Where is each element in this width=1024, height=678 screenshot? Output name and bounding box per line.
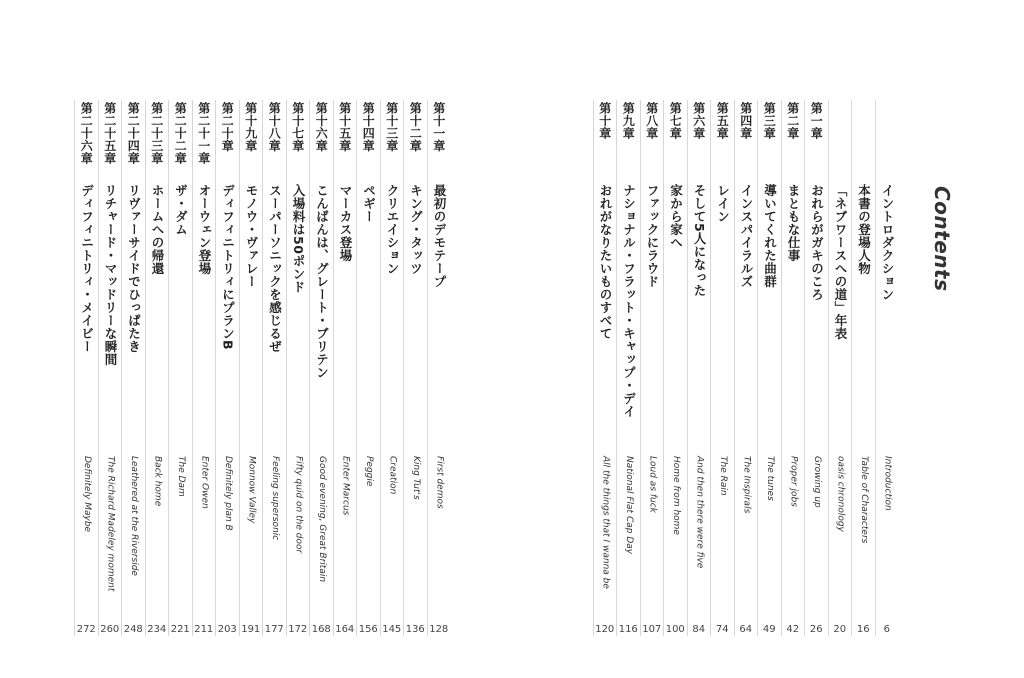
chapter-number: 第十四章: [361, 102, 376, 152]
chapter-number: 第八章: [644, 102, 659, 140]
toc-entry: [593, 100, 617, 636]
chapter-title-ja: ナショナル・フラット・キャップ・デイ: [621, 184, 637, 418]
chapter-title-en: Monnow Valley: [246, 456, 257, 524]
chapter-title-ja: イントロダクション: [880, 184, 895, 301]
page-number: 64: [739, 624, 753, 635]
chapter-title-en: Leathered at the Riverside: [128, 456, 139, 576]
chapter-title-en: The Inspirals: [741, 456, 752, 514]
chapter-title-en: All the things that I wanna be: [600, 456, 611, 589]
page-number: 191: [241, 624, 261, 635]
chapter-number: 第二十一章: [196, 102, 211, 165]
chapter-number: 第三章: [762, 102, 777, 140]
chapter-number: 第二十二章: [173, 102, 188, 165]
toc-entry: [168, 100, 192, 636]
chapter-number: 第九章: [621, 102, 636, 140]
chapter-title-en: Table of Characters: [858, 456, 869, 544]
chapter-title-ja: スーパーソニックを感じるぜ: [267, 184, 283, 353]
toc-entry: [781, 100, 805, 636]
chapter-number: 第十三章: [384, 102, 399, 152]
chapter-title-en: Growing up: [811, 456, 822, 508]
toc-entry: [427, 100, 451, 636]
chapter-title-en: Creation: [387, 456, 398, 495]
page-number: 20: [833, 624, 847, 635]
chapter-number: 第二十三章: [149, 102, 164, 165]
chapter-title-ja: 導いてくれた曲群: [762, 184, 778, 288]
chapter-title-ja: おれがなりたいものすべて: [598, 184, 613, 340]
chapter-title-ja: ファックにラウド: [645, 184, 660, 288]
toc-entry: [403, 100, 427, 636]
chapter-title-en: Good evening, Great Britain: [316, 456, 327, 583]
chapter-title-en: Back home: [152, 456, 163, 507]
chapter-number: 第四章: [738, 102, 753, 140]
page-number: 26: [809, 624, 823, 635]
chapter-title-ja: リチャード・マッドリーな瞬間: [103, 184, 118, 366]
page-number: 211: [194, 624, 214, 635]
chapter-number: 第十五章: [337, 102, 352, 152]
chapter-number: 第十二章: [408, 102, 423, 152]
chapter-title-en: Definitely plan B: [222, 456, 233, 531]
chapter-title-ja: クリエイション: [385, 184, 400, 275]
page-number: 145: [382, 624, 402, 635]
chapter-title-en: oasis chronology: [835, 456, 846, 532]
chapter-title-ja: ペギー: [361, 184, 377, 223]
page-number: 6: [883, 624, 890, 635]
chapter-title-en: And then there were five: [694, 456, 705, 569]
chapter-title-ja: インスパイラルズ: [739, 184, 754, 288]
chapter-title-ja: こんばんは、グレート・ブリテン: [314, 184, 330, 379]
chapter-title-ja: ホームへの帰還: [150, 184, 165, 275]
toc-list-right: [593, 100, 899, 636]
chapter-title-ja: 「ネブワースへの道」年表: [833, 184, 848, 340]
toc-entry: [356, 100, 380, 636]
page-number: 16: [856, 624, 870, 635]
toc-entry: [804, 100, 828, 636]
page-number: 136: [405, 624, 425, 635]
page-number: 120: [595, 624, 615, 635]
page-number: 272: [76, 624, 96, 635]
toc-entry: [663, 100, 687, 636]
chapter-title-en: Peggie: [363, 456, 374, 487]
chapter-title-en: The Richard Madeley moment: [105, 456, 116, 592]
chapter-number: 第二十五章: [102, 102, 117, 165]
chapter-number: 第十七章: [290, 102, 305, 152]
chapter-number: 第二十六章: [79, 102, 94, 165]
chapter-title-ja: そして5人になった: [692, 184, 707, 298]
toc-entry: [734, 100, 758, 636]
chapter-title-ja: まともな仕事: [786, 184, 801, 262]
toc-entry: [98, 100, 122, 636]
chapter-title-en: National Flat Cap Day: [623, 456, 634, 555]
chapter-title-en: Definitely Maybe: [81, 456, 92, 533]
toc-entry: [239, 100, 263, 636]
chapter-title-en: The tunes: [764, 456, 775, 501]
page-number: 164: [335, 624, 355, 635]
contents-title: Contents: [930, 186, 954, 292]
toc-entry: [74, 100, 98, 636]
page-number: 84: [692, 624, 706, 635]
chapter-number: 第十六章: [314, 102, 329, 152]
toc-entry: [851, 100, 875, 636]
page-number: 156: [358, 624, 378, 635]
chapter-title-ja: 入場料は50ポンド: [291, 184, 306, 294]
toc-entry: [640, 100, 664, 636]
chapter-title-ja: モノウ・ヴァレー: [244, 184, 259, 288]
chapter-title-en: Proper jobs: [788, 456, 799, 507]
chapter-number: 第十八章: [267, 102, 282, 152]
chapter-title-en: Loud as fuck: [647, 456, 658, 513]
right-page: [512, 0, 1024, 678]
toc-entry: [757, 100, 781, 636]
chapter-title-en: Home from home: [670, 456, 681, 535]
page-number: 74: [715, 624, 729, 635]
page-number: 221: [170, 624, 190, 635]
chapter-title-en: The Rain: [717, 456, 728, 496]
chapter-title-en: King Tut's: [410, 456, 421, 500]
page-number: 116: [618, 624, 638, 635]
toc-entry: [309, 100, 333, 636]
toc-entry: [286, 100, 310, 636]
page-number: 177: [264, 624, 284, 635]
chapter-title-en: The Dam: [175, 456, 186, 497]
toc-entry: [192, 100, 216, 636]
chapter-number: 第二章: [785, 102, 800, 140]
page-number: 248: [123, 624, 143, 635]
toc-entry: [710, 100, 734, 636]
chapter-title-en: First demos: [434, 456, 445, 509]
toc-entry: [687, 100, 711, 636]
chapter-title-ja: オーウェン登場: [197, 184, 212, 275]
chapter-number: 第十章: [597, 102, 612, 140]
toc-entry: [262, 100, 286, 636]
toc-list-left: [74, 100, 450, 636]
page-number: 172: [288, 624, 308, 635]
chapter-title-ja: ザ・ダム: [173, 184, 189, 236]
chapter-title-ja: ディフィニトリィ・メイビー: [79, 184, 95, 353]
toc-entry: [333, 100, 357, 636]
chapter-number: 第五章: [715, 102, 730, 140]
chapter-number: 第二十章: [220, 102, 235, 152]
chapter-number: 第一章: [809, 102, 824, 140]
chapter-title-ja: レイン: [715, 184, 731, 223]
page-number: 128: [429, 624, 449, 635]
chapter-number: 第二十四章: [126, 102, 141, 165]
page-number: 100: [665, 624, 685, 635]
toc-entry: [875, 100, 899, 636]
page-number: 203: [217, 624, 237, 635]
toc-entry: [121, 100, 145, 636]
toc-entry: [380, 100, 404, 636]
chapter-title-ja: キング・タッツ: [408, 184, 424, 275]
chapter-title-en: Introduction: [882, 456, 893, 511]
page-number: 49: [762, 624, 776, 635]
chapter-number: 第七章: [668, 102, 683, 140]
toc-entry: [215, 100, 239, 636]
page-number: 168: [311, 624, 331, 635]
chapter-title-ja: マーカス登場: [338, 184, 353, 262]
chapter-title-ja: 最初のデモテープ: [432, 184, 447, 288]
toc-entry: [145, 100, 169, 636]
chapter-title-ja: ディフィニトリィにプランB: [220, 184, 236, 351]
chapter-title-ja: おれらがガキのころ: [809, 184, 825, 301]
toc-entry: [616, 100, 640, 636]
page-number: 260: [100, 624, 120, 635]
chapter-title-ja: 本書の登場人物: [856, 184, 872, 275]
chapter-title-ja: 家から家へ: [668, 184, 684, 249]
chapter-title-en: Enter Owen: [199, 456, 210, 509]
chapter-number: 第十一章: [431, 102, 446, 152]
page-number: 42: [786, 624, 800, 635]
chapter-title-ja: リヴァーサイドでひっぱたき: [126, 184, 142, 353]
chapter-title-en: Fifty quid on the door: [293, 456, 304, 554]
page-number: 234: [147, 624, 167, 635]
chapter-title-en: Feeling supersonic: [269, 456, 280, 541]
chapter-number: 第十九章: [243, 102, 258, 152]
page-number: 107: [642, 624, 662, 635]
chapter-number: 第六章: [691, 102, 706, 140]
chapter-title-en: Enter Marcus: [340, 456, 351, 516]
toc-entry: [828, 100, 852, 636]
